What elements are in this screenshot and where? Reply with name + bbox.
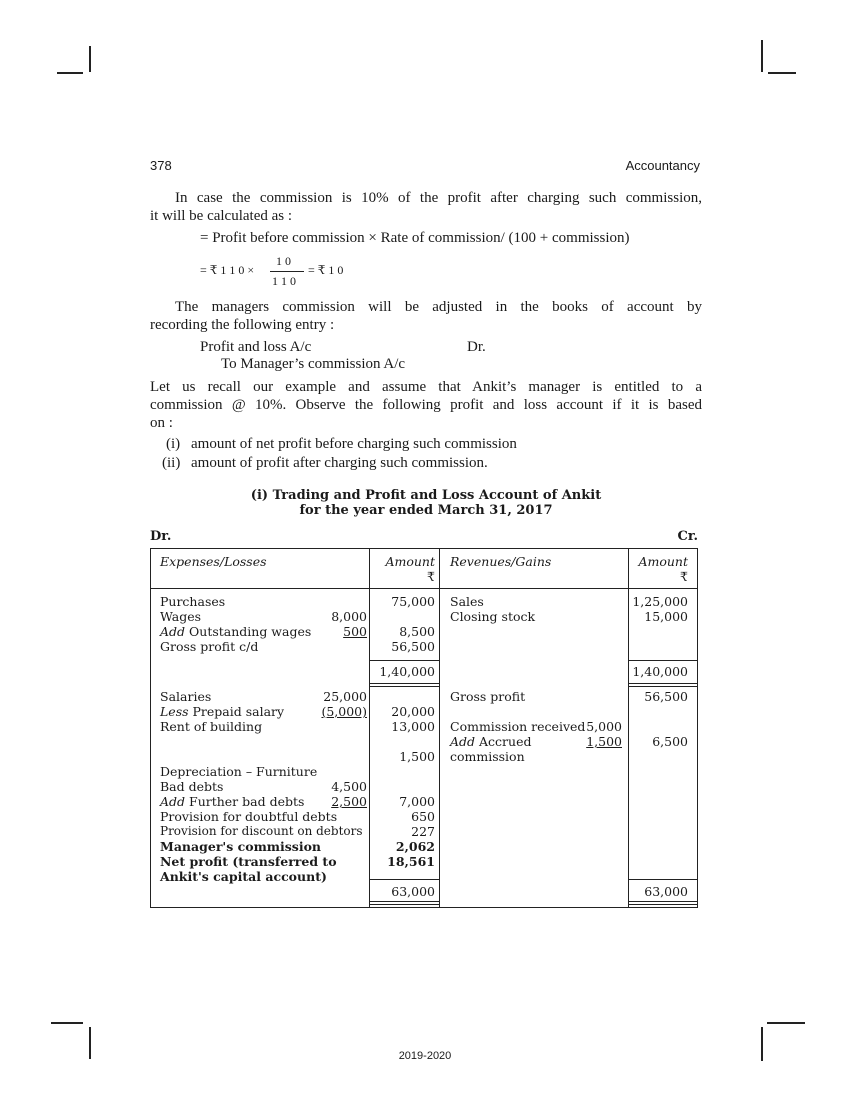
prepaid-inner-value: (5,000) bbox=[321, 704, 367, 719]
trading-total-dr: 1,40,000 bbox=[379, 664, 435, 679]
managers-commission-amount: 2,062 bbox=[395, 839, 435, 854]
account-subtitle: for the year ended March 31, 2017 bbox=[299, 503, 553, 518]
closing-stock-amount: 15,000 bbox=[644, 609, 688, 624]
gross-profit-amount: 56,500 bbox=[644, 689, 688, 704]
prepaid-salary-text: Prepaid salary bbox=[192, 704, 285, 719]
rent-label: Rent of building bbox=[160, 719, 263, 734]
purchases-amount: 75,000 bbox=[391, 594, 435, 609]
less-label: Less bbox=[160, 704, 189, 719]
total-double-rule bbox=[369, 683, 439, 684]
total-rule bbox=[628, 660, 698, 661]
entry-credit: To Manager’s commission A/c bbox=[221, 356, 406, 372]
purchases-label: Purchases bbox=[160, 594, 226, 609]
further-bad-debts-text: Further bad debts bbox=[189, 794, 305, 809]
further-bad-debts-label bbox=[160, 794, 304, 809]
account-table bbox=[150, 548, 698, 908]
list-item-number: (ii) bbox=[162, 455, 181, 471]
commission-inner-amount: 5,000 bbox=[586, 719, 622, 734]
header-rule bbox=[151, 588, 697, 589]
running-title: Accountancy bbox=[625, 158, 700, 173]
total-rule bbox=[369, 660, 439, 661]
total-rule bbox=[369, 879, 439, 880]
paragraph-1-line-2: it will be calculated as : bbox=[150, 208, 293, 224]
column-divider bbox=[439, 549, 440, 907]
prepaid-inner-amount bbox=[301, 704, 367, 719]
add-label: Add bbox=[450, 734, 476, 749]
footer-year: 2019-2020 bbox=[398, 1050, 452, 1062]
header-currency-cr: ₹ bbox=[680, 569, 688, 584]
net-profit-label-line-1: Net profit (transferred to bbox=[160, 854, 337, 869]
paragraph-1-line-1: In case the commission is 10% of the profit after charging such commission, bbox=[175, 190, 702, 206]
sales-amount: 1,25,000 bbox=[632, 594, 688, 609]
salaries-label: Salaries bbox=[160, 689, 212, 704]
account-title: (i) Trading and Profit and Loss Account of Ankit bbox=[250, 488, 602, 503]
formula: = Profit before commission × Rate of commission/ (100 + commission) bbox=[200, 230, 630, 246]
add-label: Add bbox=[160, 624, 186, 639]
paragraph-3-line-3: on : bbox=[150, 415, 173, 431]
provision-discount-amount: 227 bbox=[411, 824, 435, 839]
calc-result: = ₹ 1 0 bbox=[308, 263, 344, 277]
furniture-depreciation-amount: 1,500 bbox=[399, 749, 435, 764]
calc-denominator: 1 1 0 bbox=[272, 274, 296, 288]
gross-profit-cd-amount: 56,500 bbox=[391, 639, 435, 654]
total-double-rule bbox=[628, 904, 698, 905]
entry-dr: Dr. bbox=[467, 339, 486, 355]
wages-amount: 8,500 bbox=[399, 624, 435, 639]
calculation bbox=[200, 254, 400, 290]
total-rule bbox=[628, 879, 698, 880]
outstanding-inner-value: 500 bbox=[343, 624, 367, 639]
further-inner-amount bbox=[301, 794, 367, 809]
list-item-number: (i) bbox=[166, 436, 181, 452]
outstanding-inner-amount bbox=[301, 624, 367, 639]
calc-prefix: = ₹ 1 1 0 × bbox=[200, 263, 255, 277]
fraction-bar bbox=[270, 271, 304, 272]
bad-debts-label: Bad debts bbox=[160, 779, 224, 794]
accrued-inner-amount bbox=[556, 734, 622, 749]
accrued-text: Accrued bbox=[479, 734, 532, 749]
trading-total-cr: 1,40,000 bbox=[632, 664, 688, 679]
crop-mark-bottom-right-h bbox=[767, 1022, 805, 1024]
crop-mark-top-right-v bbox=[761, 40, 763, 72]
paragraph-3-line-2: commission @ 10%. Observe the following profit and loss account if it is based bbox=[150, 397, 702, 413]
net-profit-label-line-2: Ankit's capital account) bbox=[160, 869, 327, 884]
outstanding-wages-text: Outstanding wages bbox=[189, 624, 312, 639]
further-inner-value: 2,500 bbox=[331, 794, 367, 809]
header-amount-cr: Amount bbox=[638, 554, 688, 569]
outstanding-wages-label bbox=[160, 624, 311, 639]
provision-discount-label: Provision for discount on debtors bbox=[160, 824, 363, 838]
salaries-inner-amount: 25,000 bbox=[323, 689, 367, 704]
paragraph-2-line-2: recording the following entry : bbox=[150, 317, 335, 333]
provision-doubtful-label: Provision for doubtful debts bbox=[160, 809, 338, 824]
wages-label: Wages bbox=[160, 609, 202, 624]
page-number: 378 bbox=[150, 158, 172, 173]
header-expenses: Expenses/Losses bbox=[160, 554, 267, 569]
provision-doubtful-amount: 650 bbox=[411, 809, 435, 824]
depreciation-label: Depreciation – Furniture bbox=[160, 764, 318, 779]
wages-inner-amount: 8,000 bbox=[331, 609, 367, 624]
pl-total-dr: 63,000 bbox=[391, 884, 435, 899]
managers-commission-label: Manager's commission bbox=[160, 839, 322, 854]
total-double-rule bbox=[369, 686, 439, 687]
crop-mark-top-right-h bbox=[768, 72, 796, 74]
crop-mark-top-left-h bbox=[57, 72, 83, 74]
closing-stock-label: Closing stock bbox=[450, 609, 536, 624]
calc-numerator: 1 0 bbox=[276, 254, 291, 268]
header-currency-dr: ₹ bbox=[427, 569, 435, 584]
sales-label: Sales bbox=[450, 594, 484, 609]
total-double-rule bbox=[369, 901, 439, 902]
commission-word: commission bbox=[450, 749, 525, 764]
commission-amount: 6,500 bbox=[652, 734, 688, 749]
total-double-rule bbox=[628, 683, 698, 684]
accrued-commission-label bbox=[450, 734, 531, 749]
cr-label: Cr. bbox=[677, 529, 698, 544]
accrued-inner-value: 1,500 bbox=[586, 734, 622, 749]
bad-debts-amount: 7,000 bbox=[399, 794, 435, 809]
pl-total-cr: 63,000 bbox=[644, 884, 688, 899]
header-amount-dr: Amount bbox=[385, 554, 435, 569]
prepaid-salary-label bbox=[160, 704, 284, 719]
rent-amount: 13,000 bbox=[391, 719, 435, 734]
crop-mark-bottom-left-h bbox=[51, 1022, 83, 1024]
bad-debts-inner-amount: 4,500 bbox=[331, 779, 367, 794]
crop-mark-top-left-v bbox=[89, 46, 91, 72]
commission-received-label: Commission received bbox=[450, 719, 586, 734]
entry-debit: Profit and loss A/c bbox=[200, 339, 312, 355]
header-revenues: Revenues/Gains bbox=[450, 554, 552, 569]
net-profit-amount: 18,561 bbox=[387, 854, 435, 869]
list-item-text: amount of profit after charging such commission. bbox=[191, 455, 488, 471]
gross-profit-label: Gross profit bbox=[450, 689, 526, 704]
total-double-rule bbox=[628, 901, 698, 902]
list-item-text: amount of net profit before charging such commission bbox=[191, 436, 517, 452]
dr-label: Dr. bbox=[150, 529, 172, 544]
add-label: Add bbox=[160, 794, 186, 809]
gross-profit-cd-label: Gross profit c/d bbox=[160, 639, 259, 654]
total-double-rule bbox=[628, 686, 698, 687]
salaries-amount: 20,000 bbox=[391, 704, 435, 719]
paragraph-2-line-1: The managers commission will be adjusted in the books of account by bbox=[175, 299, 702, 315]
paragraph-3-line-1: Let us recall our example and assume that Ankit’s manager is entitled to a bbox=[150, 379, 702, 395]
total-double-rule bbox=[369, 904, 439, 905]
